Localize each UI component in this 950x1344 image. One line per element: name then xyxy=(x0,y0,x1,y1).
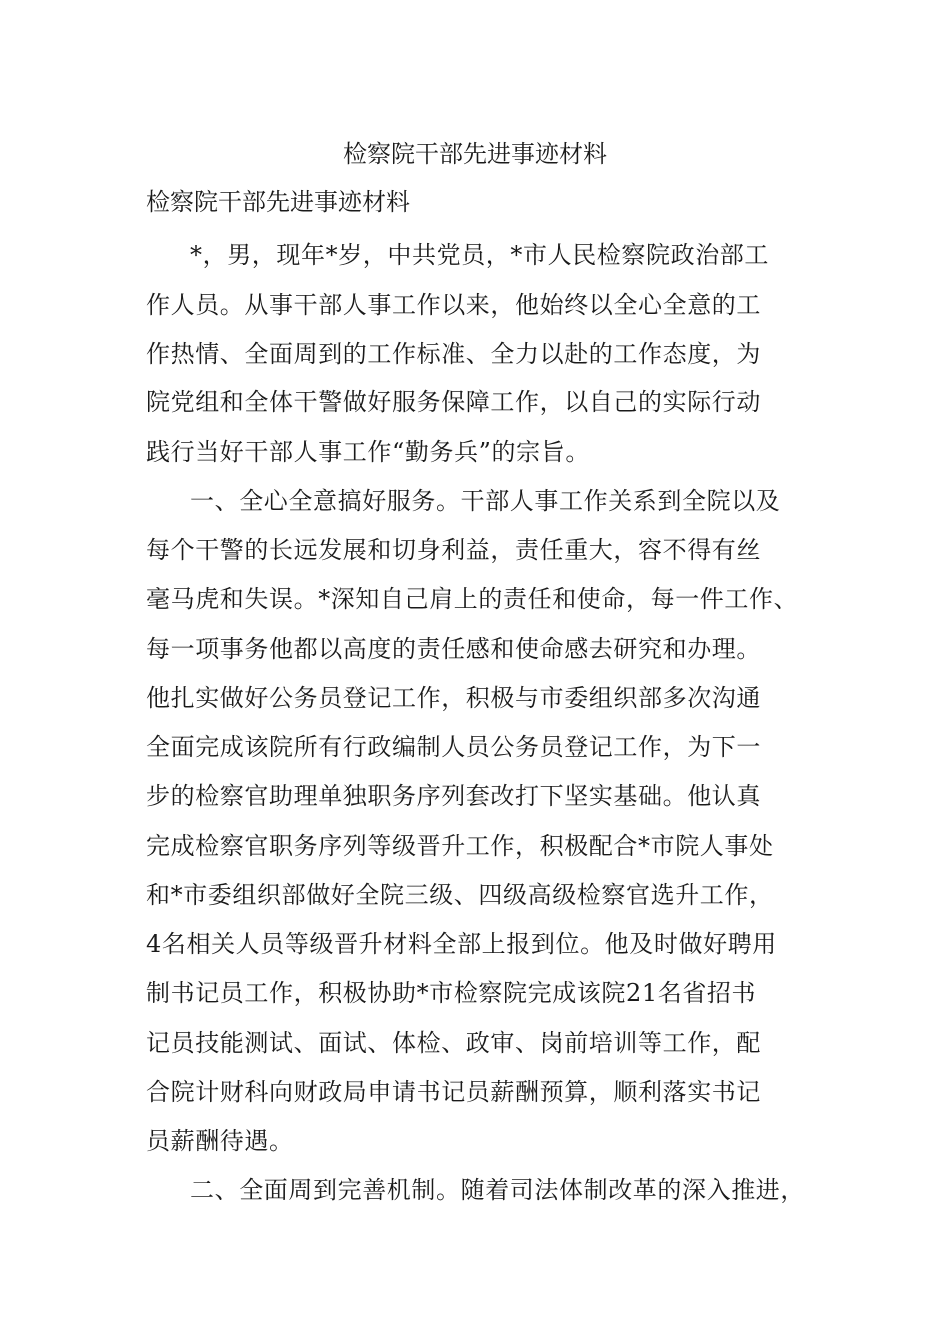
paragraph-line: 步的检察官助理单独职务序列套改打下坚实基础。他认真 xyxy=(146,782,761,810)
paragraph-line: *，男，现年*岁，中共党员，*市人民检察院政治部工 xyxy=(190,241,769,269)
paragraph-line: 合院计财科向财政局申请书记员薪酬预算，顺利落实书记 xyxy=(146,1078,761,1106)
paragraph-line: 4名相关人员等级晋升材料全部上报到位。他及时做好聘用 xyxy=(146,930,777,958)
paragraph-line: 每一项事务他都以高度的责任感和使命感去研究和办理。 xyxy=(146,635,761,663)
paragraph-line: 践行当好干部人事工作“勤务兵”的宗旨。 xyxy=(146,438,590,466)
paragraph-line: 全面完成该院所有行政编制人员公务员登记工作，为下一 xyxy=(146,733,761,761)
paragraph-line: 每个干警的长远发展和切身利益，责任重大，容不得有丝 xyxy=(146,536,761,564)
paragraph-line: 毫马虎和失误。*深知自己肩上的责任和使命，每一件工作、 xyxy=(146,585,799,613)
document-title: 检察院干部先进事迹材料 xyxy=(343,140,607,168)
paragraph-line: 作人员。从事干部人事工作以来，他始终以全心全意的工 xyxy=(146,291,761,319)
paragraph-line: 制书记员工作，积极协助*市检察院完成该院21名省招书 xyxy=(146,979,757,1007)
paragraph-line: 他扎实做好公务员登记工作，积极与市委组织部多次沟通 xyxy=(146,684,761,712)
paragraph-line: 完成检察官职务序列等级晋升工作，积极配合*市院人事处 xyxy=(146,832,774,860)
paragraph-line: 院党组和全体干警做好服务保障工作，以自己的实际行动 xyxy=(146,388,761,416)
paragraph-line: 和*市委组织部做好全院三级、四级高级检察官选升工作， xyxy=(146,881,774,909)
paragraph-line: 二、全面周到完善机制。随着司法体制改革的深入推进， xyxy=(190,1176,805,1204)
paragraph-line: 员薪酬待遇。 xyxy=(146,1127,294,1155)
paragraph-line: 记员技能测试、面试、体检、政审、岗前培训等工作，配 xyxy=(146,1029,761,1057)
paragraph-line: 一、全心全意搞好服务。干部人事工作关系到全院以及 xyxy=(190,487,781,515)
document-subtitle: 检察院干部先进事迹材料 xyxy=(146,188,410,216)
paragraph-line: 作热情、全面周到的工作标准、全力以赴的工作态度，为 xyxy=(146,340,761,368)
